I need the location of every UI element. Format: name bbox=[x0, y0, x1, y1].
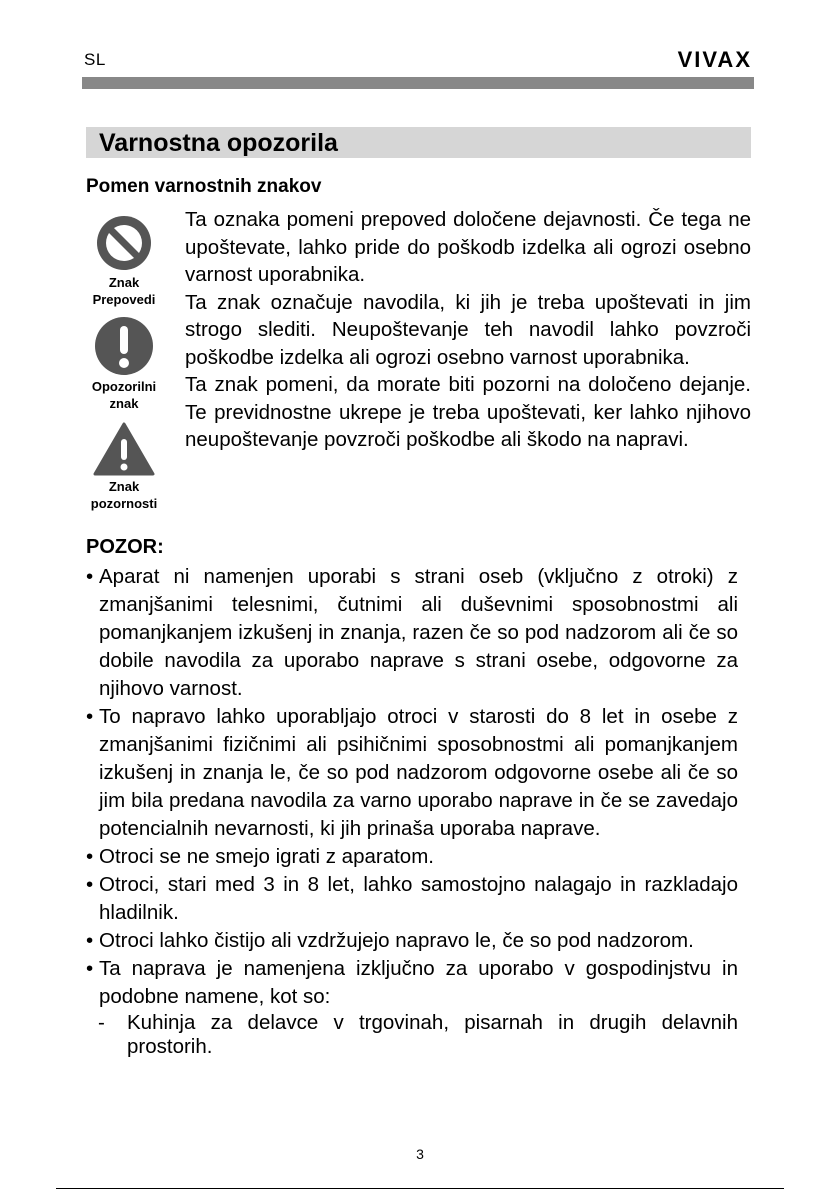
sub-list-item: - Kuhinja za delavce v trgovinah, pisarnah in drugih delavnih prostorih. bbox=[98, 1011, 738, 1058]
sign-attention bbox=[80, 422, 168, 512]
sign-label: Znak Prepovedi bbox=[92, 275, 156, 307]
dash-icon: - bbox=[98, 1011, 105, 1034]
bullet-icon: • bbox=[86, 705, 94, 728]
section-subtitle: Pomen varnostnih znakov bbox=[86, 176, 322, 197]
footer-line bbox=[56, 1188, 784, 1189]
exclamation-icon bbox=[94, 316, 154, 376]
caution-list bbox=[86, 563, 738, 1059]
sign-prohibition bbox=[80, 214, 168, 308]
caution-heading: POZOR: bbox=[86, 536, 164, 558]
header-bar bbox=[82, 77, 754, 89]
language-code: SL bbox=[84, 50, 106, 69]
sign-descriptions bbox=[185, 206, 751, 454]
bullet-icon: • bbox=[86, 929, 94, 952]
bullet-icon: • bbox=[86, 565, 94, 588]
list-item: • To napravo lahko uporabljajo otroci v starosti do 8 let in osebe z zmanjšanimi fizičnimi ali psihičnimi sposobnostmi ali pomanjkanjem izkušenj in znanja le, če so pod nadzorom odgovorne osebe ali če so jim bila predana navodila za varno uporabo naprave in če se zavedajo potencialnih nevarnosti, ki jih prinaša uporaba naprave. bbox=[86, 705, 738, 840]
warning-triangle-icon bbox=[93, 422, 155, 476]
prohibition-icon bbox=[95, 214, 153, 272]
list-item: • Aparat ni namenjen uporabi s strani oseb (vključno z otroki) z zmanjšanimi telesnimi, čutnimi ali duševnimi sposobnostmi ali pomanjkanjem izkušenj in znanja, razen če so pod nadzorom ali če so dobile navodila za uporabo naprave s strani osebe, odgovorne za njihovo varnost. bbox=[86, 565, 738, 700]
bullet-icon: • bbox=[86, 845, 94, 868]
page-number: 3 bbox=[416, 1146, 424, 1162]
sign-label: Znak pozornosti bbox=[90, 479, 158, 511]
list-item: • Ta naprava je namenjena izključno za uporabo v gospodinjstvu in podobne namene, kot so: bbox=[86, 957, 738, 1008]
list-item: • Otroci, stari med 3 in 8 let, lahko samostojno nalagajo in razkladajo hladilnik. bbox=[86, 873, 738, 924]
sign-warning bbox=[80, 316, 168, 412]
prohibition-description: Ta oznaka pomeni prepoved določene dejavnosti. Če tega ne upoštevate, lahko pride do poškodb izdelka ali ogrozi osebno varnost uporabnika. bbox=[185, 208, 751, 286]
list-item: • Otroci lahko čistijo ali vzdržujejo napravo le, če so pod nadzorom. bbox=[86, 927, 738, 955]
section-title: Varnostna opozorila bbox=[99, 129, 338, 157]
warning-description: Ta znak označuje navodila, ki jih je treba upoštevati in jim strogo slediti. Neupoštevanje teh navodil lahko povzroči poškodbe izdelka ali ogrozi osebno varnost uporabnika. bbox=[185, 290, 751, 369]
list-item: • Otroci se ne smejo igrati z aparatom. bbox=[86, 843, 738, 871]
bullet-icon: • bbox=[86, 957, 94, 980]
bullet-icon: • bbox=[86, 873, 94, 896]
sign-label: Opozorilni znak bbox=[91, 379, 157, 411]
brand-logo: VIVAX bbox=[677, 47, 752, 72]
attention-description: Ta znak pomeni, da morate biti pozorni na določeno dejanje. Te previdnostne ukrepe je treba upoštevati, ker lahko njihovo neupoštevanje povzroči poškodbe ali škodo na napravi. bbox=[185, 373, 751, 451]
